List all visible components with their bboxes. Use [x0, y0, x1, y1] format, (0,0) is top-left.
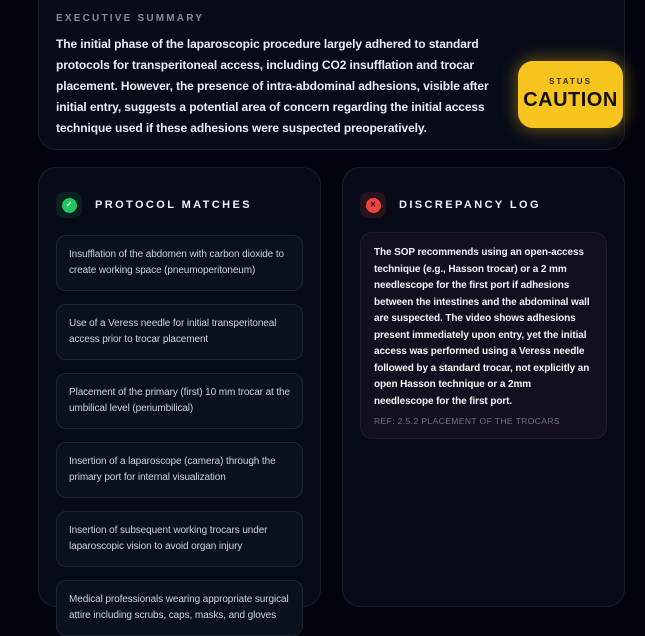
- protocol-match-item: Placement of the primary (first) 10 mm trocar at the umbilical level (periumbilical): [56, 373, 303, 429]
- discrepancy-entry-ref: REF: 2.5.2 PLACEMENT OF THE TROCARS: [374, 416, 560, 426]
- protocol-matches-list: [56, 235, 303, 636]
- status-badge-label: STATUS: [549, 77, 592, 86]
- check-circle-icon: ✓: [56, 192, 82, 218]
- protocol-match-item: Insertion of a laparoscope (camera) through the primary port for internal visualization: [56, 442, 303, 498]
- discrepancy-entry: [360, 232, 607, 439]
- protocol-matches-title: PROTOCOL MATCHES: [95, 199, 252, 211]
- discrepancy-log-title: DISCREPANCY LOG: [399, 199, 541, 211]
- executive-summary-label: EXECUTIVE SUMMARY: [56, 13, 205, 24]
- discrepancy-entry-text: The SOP recommends using an open-access technique (e.g., Hasson trocar) or a 2 mm needlescope for the first port if adhesions between the intestines and the abdominal wall are suspected. The video shows adhesions present immediately upon entry, yet the initial access was performed using a Veress needle followed by a standard trocar, not explicitly an open Hasson technique or a 2mm needlescope for the first port.: [374, 247, 590, 407]
- protocol-match-item: Insufflation of the abdomen with carbon dioxide to create working space (pneumoperitoneum): [56, 235, 303, 291]
- status-badge-value: CAUTION: [523, 89, 618, 111]
- discrepancy-log-panel: [342, 167, 625, 607]
- protocol-match-item: Insertion of subsequent working trocars under laparoscopic vision to avoid organ injury: [56, 511, 303, 567]
- discrepancy-log-header: [360, 192, 607, 218]
- status-badge: [518, 61, 623, 128]
- protocol-match-item: Use of a Veress needle for initial transperitoneal access prior to trocar placement: [56, 304, 303, 360]
- protocol-matches-header: [56, 192, 303, 218]
- x-circle-icon: ✕: [360, 192, 386, 218]
- protocol-matches-panel: [38, 167, 321, 621]
- executive-summary-body: The initial phase of the laparoscopic procedure largely adhered to standard protocols for transperitoneal access, including CO2 insufflation and trocar placement. However, the presence of intra-abdominal adhesions, visible after initial entry, suggests a potential area of concern regarding the initial access technique used if these adhesions were suspected preoperatively.: [56, 37, 489, 135]
- protocol-match-item: Medical professionals wearing appropriate surgical attire including scrubs, caps, masks, and gloves: [56, 580, 303, 636]
